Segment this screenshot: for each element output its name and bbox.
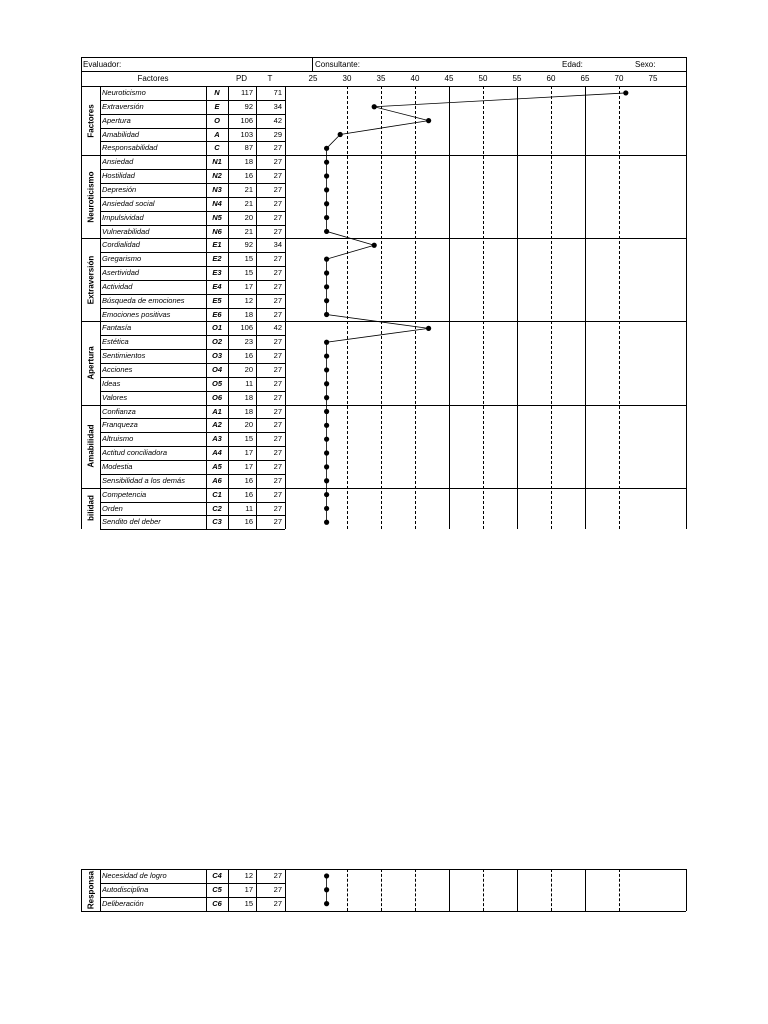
pd-value: 11 [245,378,253,388]
factor-name: Responsabilidad [102,143,158,153]
x-tick-label: 60 [546,74,556,83]
factor-name: Fantasía [102,323,132,333]
factor-name: Autodisciplina [102,884,149,894]
factor-name: Ansiedad social [102,198,155,208]
factor-name: Competencia [102,489,147,499]
factor-code: N3 [212,184,222,194]
x-tick-label: 40 [410,74,420,83]
factor-name: Vulnerabilidad [102,226,150,236]
factor-code: O3 [211,351,222,361]
pd-value: 117 [241,88,253,97]
pd-value: 11 [245,503,253,513]
factor-code: C [214,143,220,153]
profile-point [324,381,329,386]
pd-value: 18 [244,157,253,167]
pd-value: 16 [244,171,253,181]
factor-code: E4 [212,281,222,291]
t-value: 27 [273,378,282,388]
pd-value: 16 [244,351,253,361]
factor-name: Gregarismo [102,254,142,264]
pd-value: 18 [244,392,253,402]
t-value: 27 [273,309,282,319]
t-value: 27 [273,337,282,347]
profile-point [324,506,329,511]
col-factores-header: Factores [137,74,169,83]
group-label: Factores [86,103,95,138]
profile-point [338,132,343,137]
pd-value: 15 [244,898,253,908]
factor-name: Neuroticismo [102,88,146,97]
profile-point [324,229,329,234]
t-value: 27 [273,884,282,894]
profile-point [324,873,329,878]
factor-name: Amabilidad [102,129,140,139]
t-value: 27 [273,406,282,416]
group-label: Neuroticismo [86,171,95,223]
factor-code: O [214,115,220,125]
factor-name: Sensibilidad a los demás [102,475,185,485]
factor-code: A [214,129,220,139]
factor-code: O1 [211,323,222,333]
profile-point [324,298,329,303]
factor-code: C5 [212,884,222,894]
t-value: 27 [273,392,282,402]
t-value: 27 [273,517,282,527]
t-value: 27 [273,351,282,361]
factor-code: N6 [212,226,222,236]
x-tick-label: 35 [376,74,386,83]
profile-point [324,492,329,497]
t-value: 27 [273,171,282,181]
factor-code: N5 [212,212,222,222]
pd-value: 21 [244,226,253,236]
profile-point [324,340,329,345]
factor-name: Impulsividad [102,212,144,222]
x-tick-label: 65 [580,74,590,83]
profile-line [327,93,626,522]
x-tick-label: 75 [648,74,658,83]
pd-value: 15 [244,434,253,444]
profile-point [324,395,329,400]
factor-code: C2 [212,503,222,513]
t-value: 27 [273,871,282,880]
group-label: bilidad [86,495,95,522]
factor-name: Modestia [102,461,133,471]
x-tick-label: 30 [342,74,352,83]
factor-code: C6 [212,898,222,908]
edad-label: Edad: [562,60,583,69]
profile-point [324,257,329,262]
factor-code: O2 [211,337,222,347]
pd-value: 87 [244,143,253,153]
profile-point [324,437,329,442]
profile-point [324,423,329,428]
t-value: 27 [273,475,282,485]
profile-point [324,367,329,372]
factor-name: Necesidad de logro [102,871,167,880]
t-value: 42 [273,115,282,125]
factor-name: Actividad [102,281,133,291]
factor-name: Sendito del deber [102,517,161,527]
factor-name: Ansiedad [102,157,134,167]
group-label: Apertura [86,346,95,380]
col-pd-header: PD [235,74,248,83]
profile-point [324,146,329,151]
factor-name: Búsqueda de emociones [102,295,185,305]
t-value: 27 [273,503,282,513]
x-tick-label: 45 [444,74,454,83]
t-value: 27 [273,420,282,430]
pd-value: 20 [244,212,253,222]
factor-name: Estética [102,337,129,347]
t-value: 27 [273,198,282,208]
pd-value: 21 [244,184,253,194]
pd-value: 17 [244,461,253,471]
t-value: 27 [273,268,282,278]
pd-value: 12 [244,871,253,880]
profile-point [324,173,329,178]
profile-point [426,118,431,123]
t-value: 27 [273,226,282,236]
factor-code: E6 [212,309,222,319]
profile-point [324,201,329,206]
pd-value: 17 [244,281,253,291]
x-tick-label: 55 [512,74,522,83]
pd-value: 18 [244,406,253,416]
factor-name: Orden [102,503,123,513]
factor-code: A4 [212,448,222,458]
factor-name: Sentimientos [102,351,146,361]
factor-code: A2 [212,420,222,430]
profile-point [324,520,329,525]
t-value: 27 [273,448,282,458]
pd-value: 15 [244,254,253,264]
pd-value: 23 [244,337,253,347]
profile-point [324,270,329,275]
factor-name: Apertura [102,115,131,125]
pd-value: 17 [244,884,253,894]
factor-code: N1 [212,157,222,167]
factor-name: Ideas [102,378,121,388]
t-value: 27 [273,281,282,291]
pd-value: 15 [244,268,253,278]
pd-value: 17 [244,448,253,458]
t-value: 27 [273,184,282,194]
factor-code: O4 [211,365,222,374]
t-value: 27 [273,157,282,167]
group-label: Extraversión [86,255,95,305]
factor-code: N2 [212,171,222,181]
factor-code: C1 [212,489,222,499]
profile-point [324,450,329,455]
factor-code: E1 [212,240,222,250]
t-value: 27 [273,898,282,908]
factor-name: Confianza [102,406,136,416]
profile-point [324,409,329,414]
factor-name: Altruismo [102,434,134,444]
t-value: 71 [273,88,282,97]
factor-code: E [214,101,220,111]
t-value: 27 [273,489,282,499]
x-tick-label: 50 [478,74,488,83]
factor-code: C4 [212,871,222,880]
factor-name: Deliberación [102,898,144,908]
factor-name: Valores [102,392,128,402]
factor-name: Actitud conciliadora [102,448,168,458]
pd-value: 16 [244,489,253,499]
factor-code: A6 [212,475,222,485]
t-value: 27 [273,434,282,444]
factor-name: Franqueza [102,420,138,430]
t-value: 27 [273,295,282,305]
t-value: 27 [273,143,282,153]
profile-point [324,187,329,192]
factor-name: Cordialidad [102,240,140,250]
factor-code: A1 [212,406,222,416]
t-value: 29 [273,129,282,139]
group-label: Amabilidad [86,424,95,468]
factor-name: Hostilidad [102,171,135,181]
profile-point [372,104,377,109]
factor-code: O5 [211,378,222,388]
consultante-label: Consultante: [315,60,360,69]
pd-value: 21 [244,198,253,208]
factor-code: E3 [212,268,222,278]
t-value: 34 [273,101,282,111]
profile-point [426,326,431,331]
pd-value: 103 [240,129,253,139]
pd-value: 16 [244,517,253,527]
profile-point [324,887,329,892]
pd-value: 92 [244,240,253,250]
profile-point [623,90,628,95]
factor-code: A5 [212,461,222,471]
factor-name: Asertividad [102,268,140,278]
t-value: 27 [273,461,282,471]
profile-point [372,243,377,248]
t-value: 34 [273,240,282,250]
pd-value: 106 [240,323,253,333]
x-tick-label: 70 [614,74,624,83]
col-t-header: T [267,74,273,83]
factor-code: N4 [212,198,222,208]
x-tick-label: 25 [308,74,318,83]
factor-code: N [214,88,220,97]
pd-value: 106 [240,115,253,125]
factor-name: Extraversión [102,101,144,111]
profile-point [324,464,329,469]
profile-point [324,284,329,289]
pd-value: 12 [244,295,253,305]
pd-value: 16 [244,475,253,485]
factor-code: O6 [211,392,222,402]
factor-name: Acciones [102,365,133,374]
t-value: 27 [273,365,282,374]
profile-point [324,215,329,220]
evaluador-label: Evaluador: [83,60,122,69]
pd-value: 92 [244,101,253,111]
profile-point [324,901,329,906]
profile-point [324,312,329,317]
group-label: Responsa [86,870,95,909]
profile-point [324,160,329,165]
factor-code: E5 [212,295,222,305]
factor-code: A3 [212,434,222,444]
pd-value: 18 [244,309,253,319]
profile-point [324,353,329,358]
pd-value: 20 [244,420,253,430]
t-value: 42 [273,323,282,333]
t-value: 27 [273,212,282,222]
factor-code: E2 [212,254,222,264]
t-value: 27 [273,254,282,264]
pd-value: 20 [244,365,253,374]
factor-code: C3 [212,517,222,527]
factor-name: Emociones positivas [102,309,171,319]
profile-point [324,478,329,483]
sexo-label: Sexo: [635,60,656,69]
factor-name: Depresión [102,184,137,194]
